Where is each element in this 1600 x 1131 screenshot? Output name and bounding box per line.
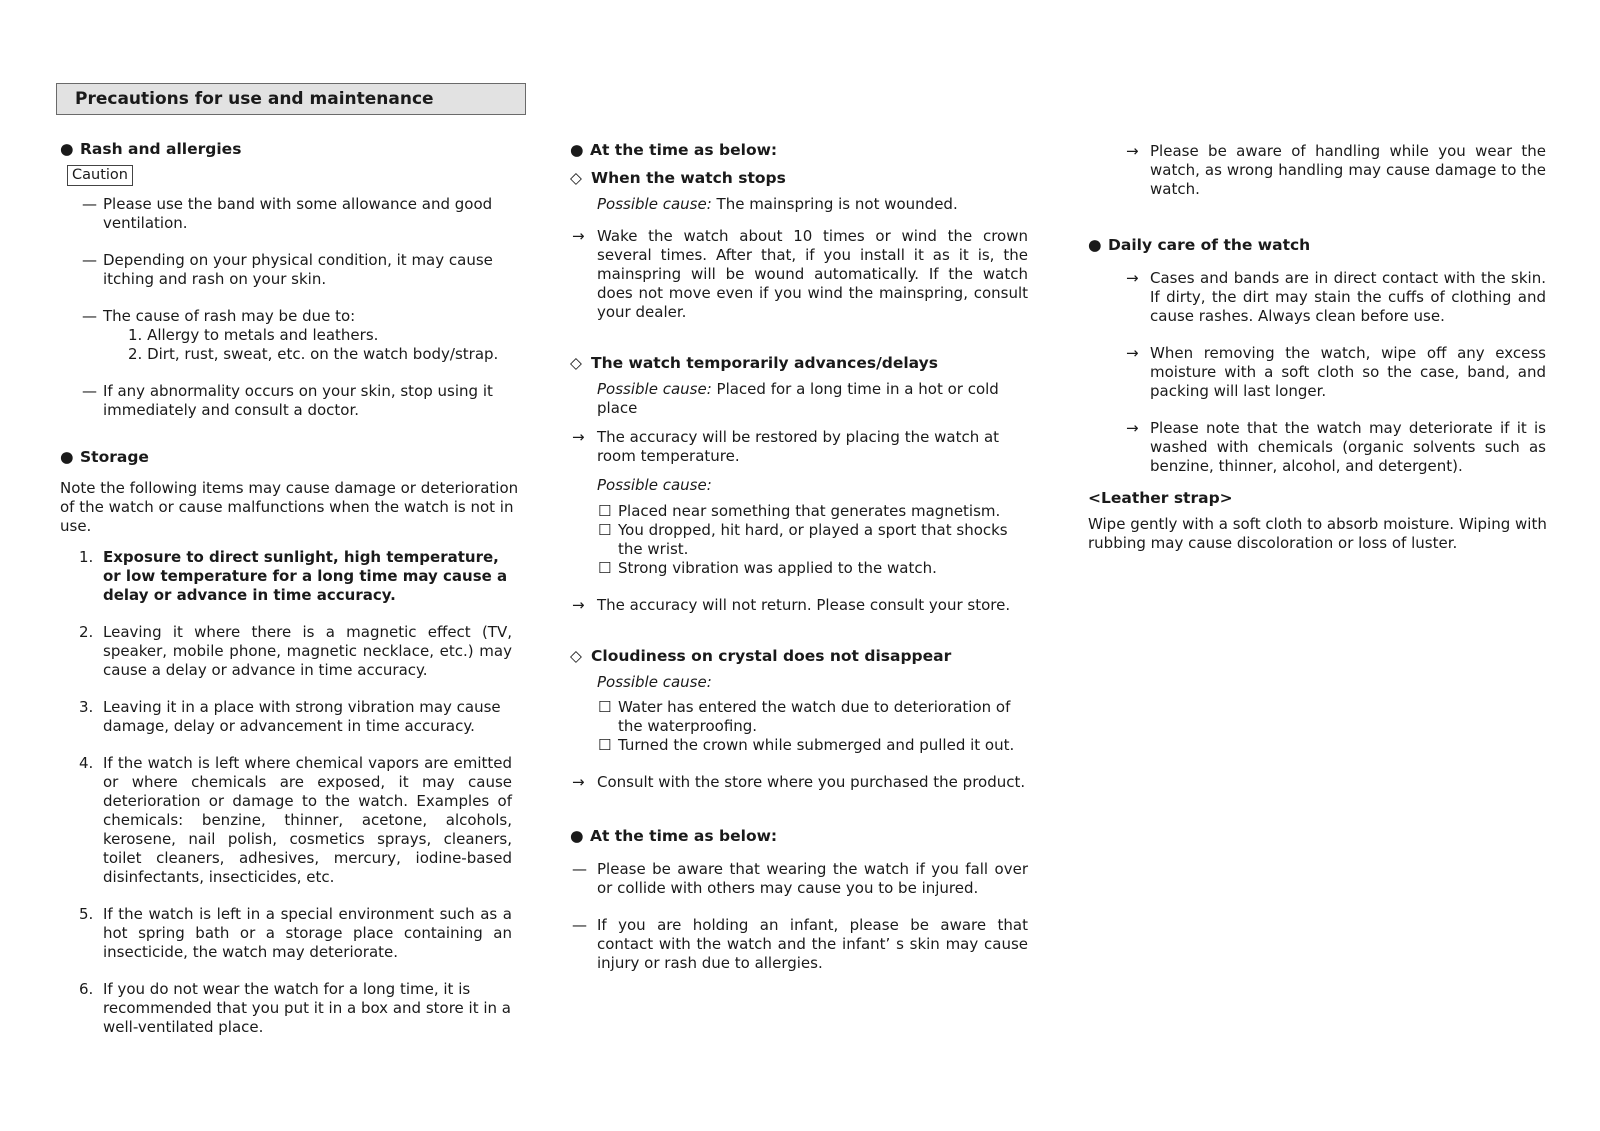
- dash-icon: —: [82, 251, 97, 269]
- subsection-heading: ◇ The watch temporarily advances/delays: [570, 354, 938, 372]
- section-heading-time-2: ● At the time as below:: [570, 827, 778, 845]
- dash-icon: —: [82, 382, 97, 400]
- checkbox-icon: ☐: [598, 502, 612, 520]
- leather-strap-heading: <Leather strap>: [1088, 489, 1233, 507]
- list-item: 6. If you do not wear the watch for a long time, it is recommended that you put it in a box and store it in a well-ventilated place.: [79, 980, 511, 1036]
- checkbox-icon: ☐: [598, 698, 612, 716]
- arrow-icon: →: [1126, 344, 1139, 362]
- arrow-icon: →: [572, 773, 585, 791]
- remedy: → The accuracy will not return. Please consult your store.: [572, 596, 1011, 614]
- list-item: 4. If the watch is left where chemical vapors are emitted or where chemicals are exposed, it may cause deterioration or damage to the watch. Examples of chemicals: benzine, thinner, acetone, alcohols, kerosene, nail polish, cosmetics sprays, cleaners, toilet cleaners, adhesives, mercury, iodine-based disinfectants, insecticides, etc.: [79, 754, 512, 886]
- page-title: Precautions for use and maintenance: [56, 83, 526, 115]
- storage-intro: Note the following items may cause damage or deterioration of the watch or cause malfunctions when the watch is not in use.: [60, 479, 519, 535]
- column-middle: [570, 141, 1028, 973]
- checkbox-icon: ☐: [598, 736, 612, 754]
- list-item: — Please be aware that wearing the watch if you fall over or collide with others may cause you to be injured.: [572, 860, 1028, 897]
- bullet-icon: ●: [60, 140, 74, 158]
- checkbox-icon: ☐: [598, 559, 612, 577]
- subsection-heading: ◇ When the watch stops: [570, 169, 786, 187]
- list-item: — The cause of rash may be due to:: [82, 307, 356, 325]
- possible-cause: Possible cause:: [597, 673, 712, 691]
- diamond-icon: ◇: [570, 354, 582, 372]
- cause-item: ☐ Water has entered the watch due to deterioration of the waterproofing.: [598, 698, 1011, 735]
- cause-item: ☐ Strong vibration was applied to the watch.: [598, 559, 937, 577]
- arrow-icon: →: [1126, 269, 1139, 287]
- bullet-icon: ●: [570, 827, 584, 845]
- dash-icon: —: [82, 307, 97, 325]
- caution-label: Caution: [67, 165, 133, 186]
- sub-list-item: 2. Dirt, rust, sweat, etc. on the watch body/strap.: [128, 345, 499, 363]
- remedy: → Wake the watch about 10 times or wind the crown several times. After that, if you install it as it is, the mainspring will be wound automatically. If the watch does not move even if you wind the mainspring, consult your dealer.: [572, 227, 1028, 321]
- sub-list-item: 1. Allergy to metals and leathers.: [128, 326, 379, 344]
- diamond-icon: ◇: [570, 169, 582, 187]
- possible-cause: Possible cause: The mainspring is not wounded.: [597, 195, 958, 213]
- list-item: — If any abnormality occurs on your skin, stop using it immediately and consult a doctor.: [82, 382, 493, 419]
- subsection-heading: ◇ Cloudiness on crystal does not disappear: [570, 647, 952, 665]
- section-heading-storage: ● Storage: [60, 448, 149, 466]
- arrow-icon: →: [572, 596, 585, 614]
- list-item: — Depending on your physical condition, it may cause itching and rash on your skin.: [82, 251, 493, 288]
- list-item: → Please note that the watch may deteriorate if it is washed with chemicals (organic solvents such as benzine, thinner, alcohol, and detergent).: [1126, 419, 1546, 475]
- possible-cause: Possible cause: Placed for a long time in a hot or cold place: [597, 380, 999, 417]
- cause-item: ☐ Turned the crown while submerged and pulled it out.: [598, 736, 1015, 754]
- dash-icon: —: [572, 860, 587, 878]
- cause-item: ☐ You dropped, hit hard, or played a sport that shocks the wrist.: [598, 521, 1008, 558]
- cause-item: ☐ Placed near something that generates magnetism.: [598, 502, 1001, 520]
- column-right: [1088, 142, 1568, 553]
- list-item: 1. Exposure to direct sunlight, high temperature, or low temperature for a long time may cause a delay or advance in time accuracy.: [79, 548, 508, 604]
- arrow-icon: →: [572, 428, 585, 446]
- bullet-icon: ●: [1088, 236, 1102, 254]
- arrow-icon: →: [572, 227, 585, 245]
- dash-icon: —: [572, 916, 587, 934]
- leather-strap-text: Wipe gently with a soft cloth to absorb moisture. Wiping with rubbing may cause discoloration or loss of luster.: [1088, 515, 1547, 552]
- handling-note: → Please be aware of handling while you wear the watch, as wrong handling may cause damage to the watch.: [1126, 142, 1546, 198]
- section-heading-time: ● At the time as below:: [570, 141, 778, 159]
- list-item: → Cases and bands are in direct contact with the skin. If dirty, the dirt may stain the cuffs of clothing and cause rashes. Always clean before use.: [1126, 269, 1546, 325]
- remedy: → Consult with the store where you purchased the product.: [572, 773, 1026, 791]
- list-item: 5. If the watch is left in a special environment such as a hot spring bath or a storage place containing an insecticide, the watch may deteriorate.: [79, 905, 512, 961]
- arrow-icon: →: [1126, 419, 1139, 437]
- list-item: — Please use the band with some allowance and good ventilation.: [82, 195, 493, 232]
- remedy: → The accuracy will be restored by placing the watch at room temperature.: [572, 428, 1000, 465]
- bullet-icon: ●: [570, 141, 584, 159]
- column-left: [60, 140, 530, 1037]
- diamond-icon: ◇: [570, 647, 582, 665]
- dash-icon: —: [82, 195, 97, 213]
- checkbox-icon: ☐: [598, 521, 612, 539]
- list-item: → When removing the watch, wipe off any excess moisture with a soft cloth so the case, band, and packing will last longer.: [1126, 344, 1546, 400]
- arrow-icon: →: [1126, 142, 1139, 160]
- possible-cause: Possible cause:: [597, 476, 712, 494]
- list-item: 3. Leaving it in a place with strong vibration may cause damage, delay or advancement in time accuracy.: [79, 698, 501, 735]
- section-heading-rash: ● Rash and allergies: [60, 140, 242, 158]
- list-item: — If you are holding an infant, please be aware that contact with the watch and the infant’ s skin may cause injury or rash due to allergies.: [572, 916, 1028, 972]
- section-heading-daily-care: ● Daily care of the watch: [1088, 236, 1311, 254]
- list-item: 2. Leaving it where there is a magnetic effect (TV, speaker, mobile phone, magnetic necklace, etc.) may cause a delay or advance in time accuracy.: [79, 623, 512, 679]
- bullet-icon: ●: [60, 448, 74, 466]
